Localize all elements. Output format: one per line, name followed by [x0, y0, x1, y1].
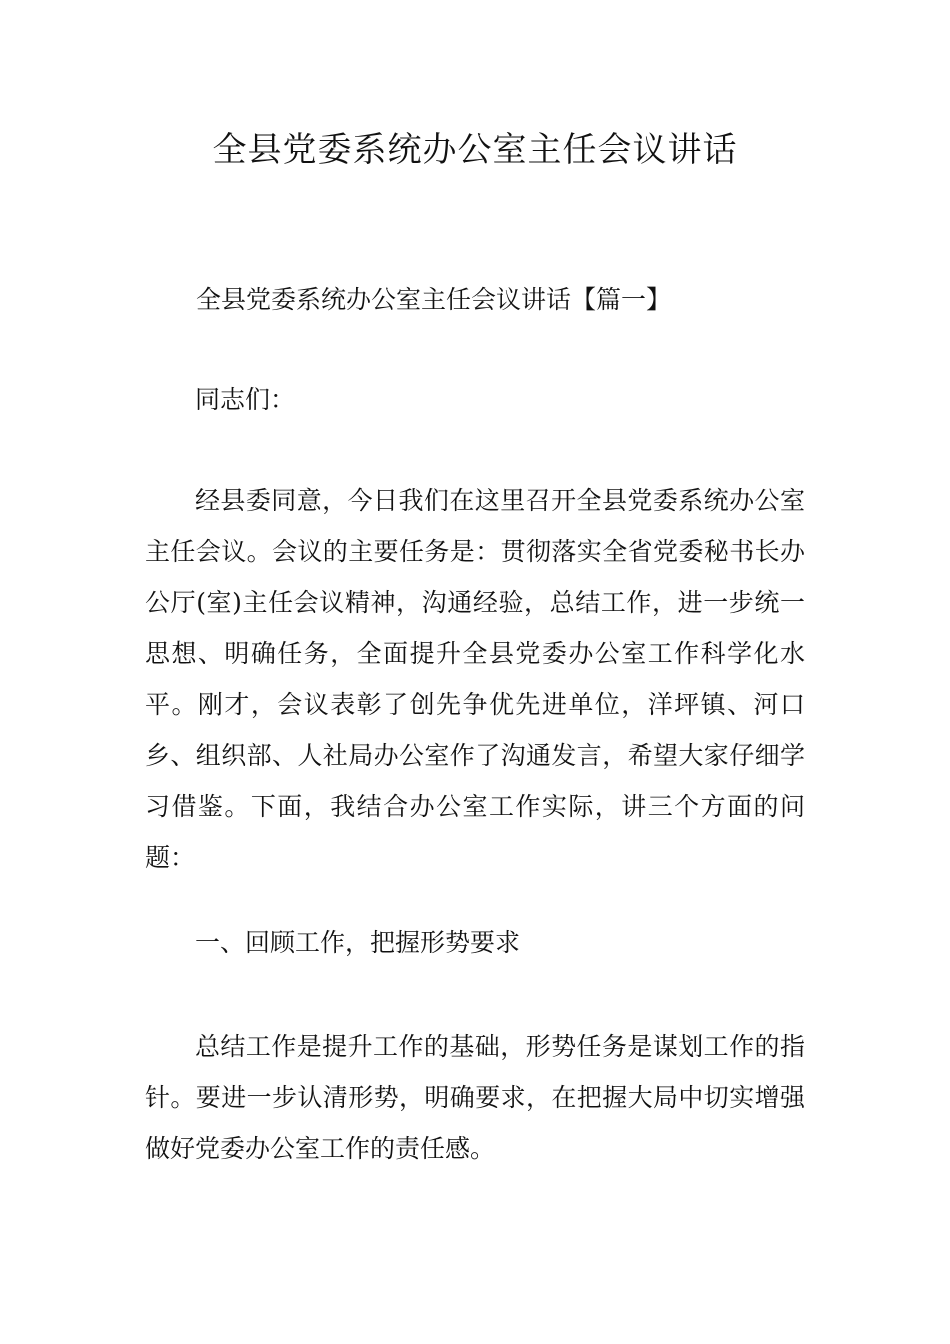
document-title: 全县党委系统办公室主任会议讲话	[212, 130, 738, 170]
body-paragraph: 总结工作是提升工作的基础，形势任务是谋划工作的指针。要进一步认清形势，明确要求，在把握大局中切实增强做好党委办公室工作的责任感。	[145, 1032, 805, 1163]
section-heading: 一、回顾工作，把握形势要求	[195, 928, 521, 957]
greeting-line: 同志们：	[195, 385, 296, 414]
document-subtitle: 全县党委系统办公室主任会议讲话【篇一】	[196, 285, 672, 314]
body-paragraph: 经县委同意，今日我们在这里召开全县党委系统办公室主任会议。会议的主要任务是：贯彻落实全省党委秘书长办公厅(室)主任会议精神，沟通经验，总结工作，进一步统一思想、明确任务，全面提升全县党委办公室工作科学化水平。刚才，会议表彰了创先争优先进单位，洋坪镇、河口乡、组织部、人社局办公室作了沟通发言，希望大家仔细学习借鉴。下面，我结合办公室工作实际，讲三个方面的问题：	[145, 486, 805, 872]
